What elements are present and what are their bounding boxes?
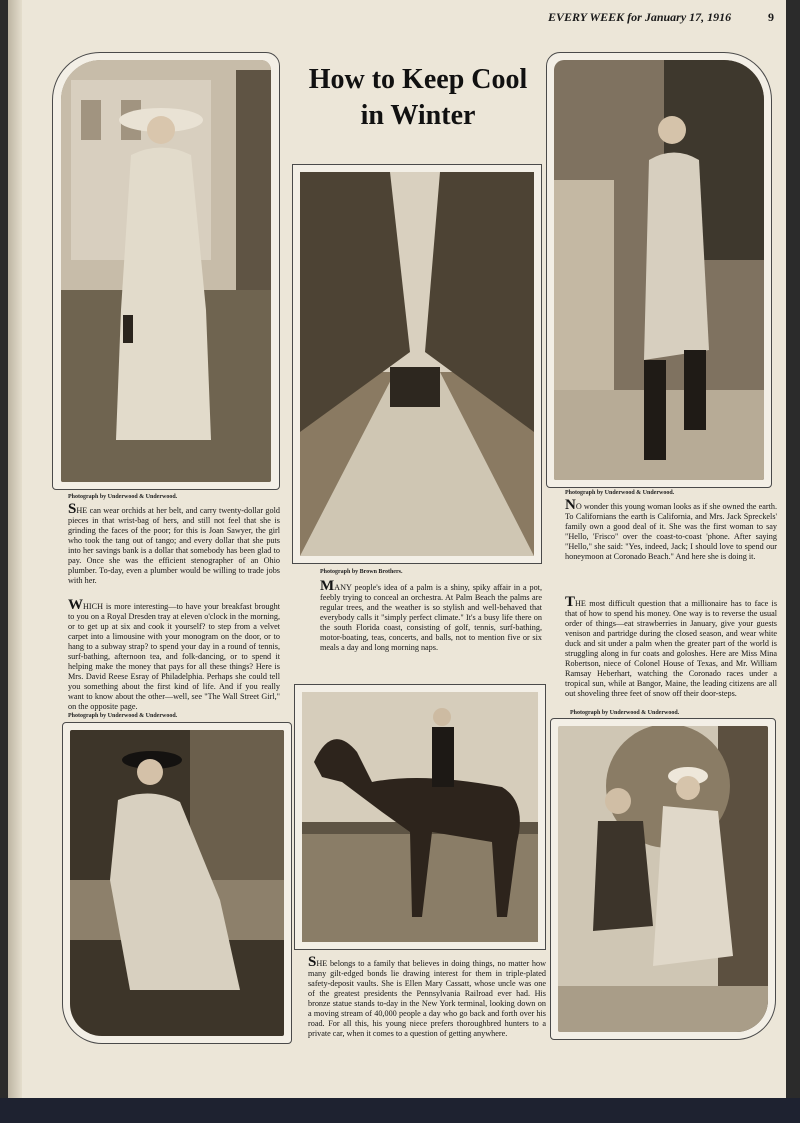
page-number: 9 <box>768 10 774 24</box>
page-binding <box>8 0 22 1100</box>
publication-line: EVERY WEEK for January 17, 1916 <box>548 10 732 24</box>
photo-ellen-cassatt <box>302 692 538 942</box>
running-header <box>548 10 784 25</box>
page-title <box>290 62 546 134</box>
photo-credit-center: Photograph by Brown Brothers. <box>320 569 403 575</box>
caption-joan-sawyer: SHE can wear orchids at her belt, and carry twenty-dollar gold pieces in that wrist-bag of hers, and still not feel that she is grinding the faces of the poor; for this is Joan Sawyer, the girl who took the tang out of tango; and every dollar that she puts into her savings bank is a dollar that somebody has been glad to pay. Once she was the efficient stenographer of an Ohio plumber. To-day, even a plumber would be willing to trade jobs with her. <box>68 501 280 585</box>
photo-credit-bottom-right: Photograph by Underwood & Underwood. <box>570 710 680 716</box>
photo-credit-top-left: Photograph by Underwood & Underwood. <box>68 494 178 500</box>
photo-palm-beach <box>300 172 534 556</box>
caption-millionaire: THE most difficult question that a millionaire has to face is that of how to spend his money. One way is to reverse the usual order of things—eat strawberries in January, give your guests venison and partridge during the closed season, and wear white duck and sit under a palm when the greater part of the world is struggling along in fur coats and goloshes. Here are Miss Mina Robertson, niece of Colonel House of Texas, and Mr. William Ramsay Heberhart, watching the Coronado races under a tropical sun, while at Bangor, Maine, the leading citizens are all out shoveling three feet of snow off their door-steps. <box>565 594 777 698</box>
caption-mrs-esray: WHICH is more interesting—to have your breakfast brought to you on a Royal Dresden tray at eleven o'clock in the morning, or to get up at six and cook it yourself? to step from a velvet carpet into a limousine with your monogram on the door, or to hang to a subway strap? to spend your day in a round of tennis, surf-bathing, afternoon tea, and folk-dancing, or to spend it helping make the money that pays for all these things? Here is Mrs. David Reese Esray of Philadelphia. Perhaps she could tell you something about the first kind of life. And if you really want to know about the other—well, see "The Wall Street Girl," on the opposite page. <box>68 597 280 711</box>
caption-mrs-spreckels: NO wonder this young woman looks as if she owned the earth. To Californians the earth is California, and Mrs. Jack Spreckels' family own a good deal of it. She was the first woman to say "Hello, 'Frisco" over the coast-to-coast 'phone. After saying "Hello," she said: "Yes, indeed, Jack; I should love to spend our honeymoon at Coronado Beach." And here she is doing it. <box>565 497 777 561</box>
photo-mrs-spreckels <box>554 60 764 480</box>
title-line-2: in Winter <box>360 99 476 131</box>
caption-ellen-cassatt: SHE belongs to a family that believes in doing things, no matter how many gilt-edged bonds lie drawing interest for them in triple-plated safety-deposit vaults. She is Ellen Mary Cassatt, whose uncle was one of the greatest presidents the Pennsylvania Railroad ever had. His bronze statue stands to-day in the New York terminal, looking down on a moving stream of 40,000 people a day who go back and forth over his road. For all this, his young niece prefers thoroughbred hunters to a private car, when it comes to a question of getting anywhere. <box>308 954 546 1038</box>
photo-credit-bottom-left: Photograph by Underwood & Underwood. <box>68 713 178 719</box>
title-line-1: How to Keep Cool <box>308 64 528 95</box>
photo-millionaire <box>558 726 768 1032</box>
scan-background <box>0 1098 800 1123</box>
photo-mrs-esray <box>70 730 284 1036</box>
photo-joan-sawyer <box>61 60 271 482</box>
photo-credit-top-right: Photograph by Underwood & Underwood. <box>565 490 675 496</box>
caption-palm-beach: MANY people's idea of a palm is a shiny, spiky affair in a pot, feebly trying to conceal an orchestra. At Palm Beach the palms are regular trees, and the weather is so stylish and well-behaved that everybody calls it "simply perfect climate." It's a busy life there on the south Florida coast, consisting of golf, tennis, surf-bathing, motor-boating, teas, concerts, and balls, not to mention five or six meals a day and long morning naps. <box>320 578 542 652</box>
magazine-page <box>8 0 786 1098</box>
